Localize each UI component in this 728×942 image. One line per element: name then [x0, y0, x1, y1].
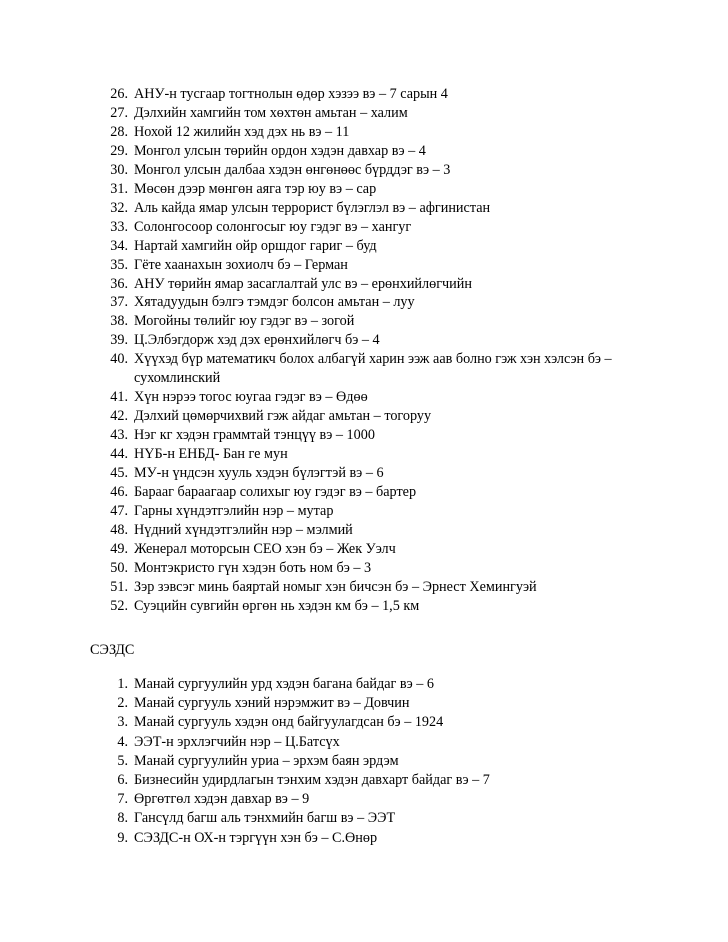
- list-item: [90, 790, 690, 809]
- list-item: [90, 350, 690, 388]
- list-item: [90, 218, 690, 237]
- item-text: Нэг кг хэдэн граммтай тэнцүү вэ – 1000: [134, 427, 375, 444]
- item-number: 3.: [117, 714, 128, 731]
- item-number: 29.: [110, 142, 128, 159]
- list-item: [90, 559, 690, 578]
- list-item: [90, 331, 690, 350]
- item-text: Манай сургууль хэдэн онд байгуулагдсан бэ – 1924: [134, 714, 444, 731]
- list-item: [90, 237, 690, 256]
- list-item: [90, 275, 690, 294]
- list-item: [90, 464, 690, 483]
- item-number: 42.: [110, 408, 128, 425]
- section-heading: СЭЗДС: [90, 642, 135, 658]
- list-item: [90, 123, 690, 142]
- list-item: [90, 502, 690, 521]
- item-number: 35.: [110, 256, 128, 273]
- item-text: Монтэкристо гүн хэдэн боть ном бэ – 3: [134, 559, 372, 576]
- item-number: 39.: [110, 332, 128, 349]
- list-item: [90, 675, 690, 694]
- item-number: 45.: [110, 465, 128, 482]
- item-text: Хятадуудын бэлгэ тэмдэг болсон амьтан – луу: [134, 294, 415, 311]
- item-number: 26.: [110, 86, 128, 102]
- list-item: [90, 312, 690, 331]
- item-text: Хүүхэд бүр математикч болох албагүй харин ээж аав болно гэж хэн хэлсэн бэ – сухомлинский: [134, 351, 612, 387]
- item-number: 30.: [110, 161, 128, 178]
- item-number: 40.: [110, 351, 128, 368]
- item-number: 38.: [110, 313, 128, 330]
- item-number: 4.: [117, 733, 128, 750]
- item-text: Суэцийн сувгийн өргөн нь хэдэн км бэ – 1,5 км: [134, 597, 420, 614]
- item-number: 50.: [110, 559, 128, 576]
- item-text: Ц.Элбэгдорж хэд дэх ерөнхийлөгч бэ – 4: [134, 332, 380, 349]
- item-number: 48.: [110, 521, 128, 538]
- list-item: [90, 578, 690, 597]
- list-item: [90, 597, 690, 616]
- item-number: 28.: [110, 123, 128, 140]
- item-text: Манай сургууль хэний нэрэмжит вэ – Довчин: [134, 695, 410, 712]
- item-number: 46.: [110, 484, 128, 501]
- item-number: 33.: [110, 218, 128, 235]
- list-item: [90, 426, 690, 445]
- item-text: Гарны хүндэтгэлийн нэр – мутар: [134, 502, 334, 519]
- list-item: [90, 829, 690, 848]
- item-text: Өргөтгөл хэдэн давхар вэ – 9: [134, 791, 310, 808]
- quiz-list-school: [90, 675, 690, 848]
- item-number: 47.: [110, 502, 128, 519]
- item-text: АНУ төрийн ямар засаглалтай улс вэ – ерөнхийлөгчийн: [134, 275, 472, 292]
- item-text: Монгол улсын далбаа хэдэн өнгөнөөс бүрддэг вэ – 3: [134, 161, 451, 178]
- item-text: НҮБ-н ЕНБД- Бан ге мун: [134, 446, 288, 463]
- item-number: 37.: [110, 294, 128, 311]
- list-item: [90, 199, 690, 218]
- item-text: МУ-н үндсэн хууль хэдэн бүлэгтэй вэ – 6: [134, 465, 384, 482]
- item-number: 41.: [110, 389, 128, 406]
- item-number: 9.: [117, 829, 128, 846]
- list-item: [90, 540, 690, 559]
- item-text: Бизнесийн удирдлагын тэнхим хэдэн давхарт байдаг вэ – 7: [134, 772, 490, 789]
- quiz-list-general: [90, 85, 690, 616]
- item-number: 49.: [110, 540, 128, 557]
- item-number: 2.: [117, 695, 128, 712]
- item-text: АНУ-н тусгаар тогтнолын өдөр хэзээ вэ – 7 сарын 4: [134, 86, 448, 102]
- item-number: 44.: [110, 446, 128, 463]
- item-text: Барааг бараагаар солихыг юу гэдэг вэ – бартер: [134, 484, 417, 501]
- list-item: [90, 407, 690, 426]
- list-item: [90, 142, 690, 161]
- item-text: Нартай хамгийн ойр оршдог гариг – буд: [134, 237, 377, 254]
- item-number: 5.: [117, 752, 128, 769]
- item-text: Аль кайда ямар улсын террорист бүлэглэл вэ – афгинистан: [134, 199, 491, 216]
- item-text: Нохой 12 жилийн хэд дэх нь вэ – 11: [134, 123, 350, 140]
- list-item: [90, 388, 690, 407]
- item-number: 8.: [117, 810, 128, 827]
- list-item: [90, 733, 690, 752]
- list-item: [90, 256, 690, 275]
- item-number: 43.: [110, 427, 128, 444]
- item-text: Женерал моторсын CEO хэн бэ – Жек Уэлч: [134, 540, 396, 557]
- item-text: Хүн нэрээ тогос юугаа гэдэг вэ – Өдөө: [134, 389, 368, 406]
- list-item: [90, 293, 690, 312]
- list-item: [90, 445, 690, 464]
- list-item: [90, 180, 690, 199]
- list-item: [90, 713, 690, 732]
- list-item: [90, 771, 690, 790]
- item-text: Гансүлд багш аль тэнхмийн багш вэ – ЭЭТ: [134, 810, 396, 827]
- list-item: [90, 752, 690, 771]
- item-number: 27.: [110, 104, 128, 121]
- item-text: ЭЭТ-н эрхлэгчийн нэр – Ц.Батсүх: [134, 733, 340, 750]
- item-number: 51.: [110, 578, 128, 595]
- item-text: Манай сургуулийн урд хэдэн багана байдаг вэ – 6: [134, 676, 434, 692]
- list-item: [90, 809, 690, 828]
- item-number: 6.: [117, 772, 128, 789]
- item-number: 34.: [110, 237, 128, 254]
- list-item: [90, 104, 690, 123]
- item-number: 1.: [117, 676, 128, 692]
- item-number: 52.: [110, 597, 128, 614]
- item-text: Монгол улсын төрийн ордон хэдэн давхар вэ – 4: [134, 142, 426, 159]
- list-item: [90, 161, 690, 180]
- list-item: [90, 694, 690, 713]
- item-text: Могойны төлийг юу гэдэг вэ – зогой: [134, 313, 355, 330]
- list-item: [90, 85, 690, 104]
- list-item: [90, 521, 690, 540]
- item-number: 7.: [117, 791, 128, 808]
- item-text: Мөсөн дээр мөнгөн аяга тэр юу вэ – сар: [134, 180, 377, 197]
- item-text: СЭЗДС-н ОХ-н тэргүүн хэн бэ – С.Өнөр: [134, 829, 378, 846]
- item-text: Солонгосоор солонгосыг юу гэдэг вэ – хангуг: [134, 218, 412, 235]
- item-number: 36.: [110, 275, 128, 292]
- item-text: Зэр зэвсэг минь баяртай номыг хэн бичсэн бэ – Эрнест Хемингуэй: [134, 578, 537, 595]
- item-text: Гёте хаанахын зохиолч бэ – Герман: [134, 256, 348, 273]
- item-text: Манай сургуулийн уриа – эрхэм баян эрдэм: [134, 752, 399, 769]
- item-text: Нүдний хүндэтгэлийн нэр – мэлмий: [134, 521, 353, 538]
- item-text: Дэлхий цөмөрчихвий гэж айдаг амьтан – тогоруу: [134, 408, 432, 425]
- list-item: [90, 483, 690, 502]
- item-number: 31.: [110, 180, 128, 197]
- item-number: 32.: [110, 199, 128, 216]
- item-text: Дэлхийн хамгийн том хөхтөн амьтан – халим: [134, 104, 408, 121]
